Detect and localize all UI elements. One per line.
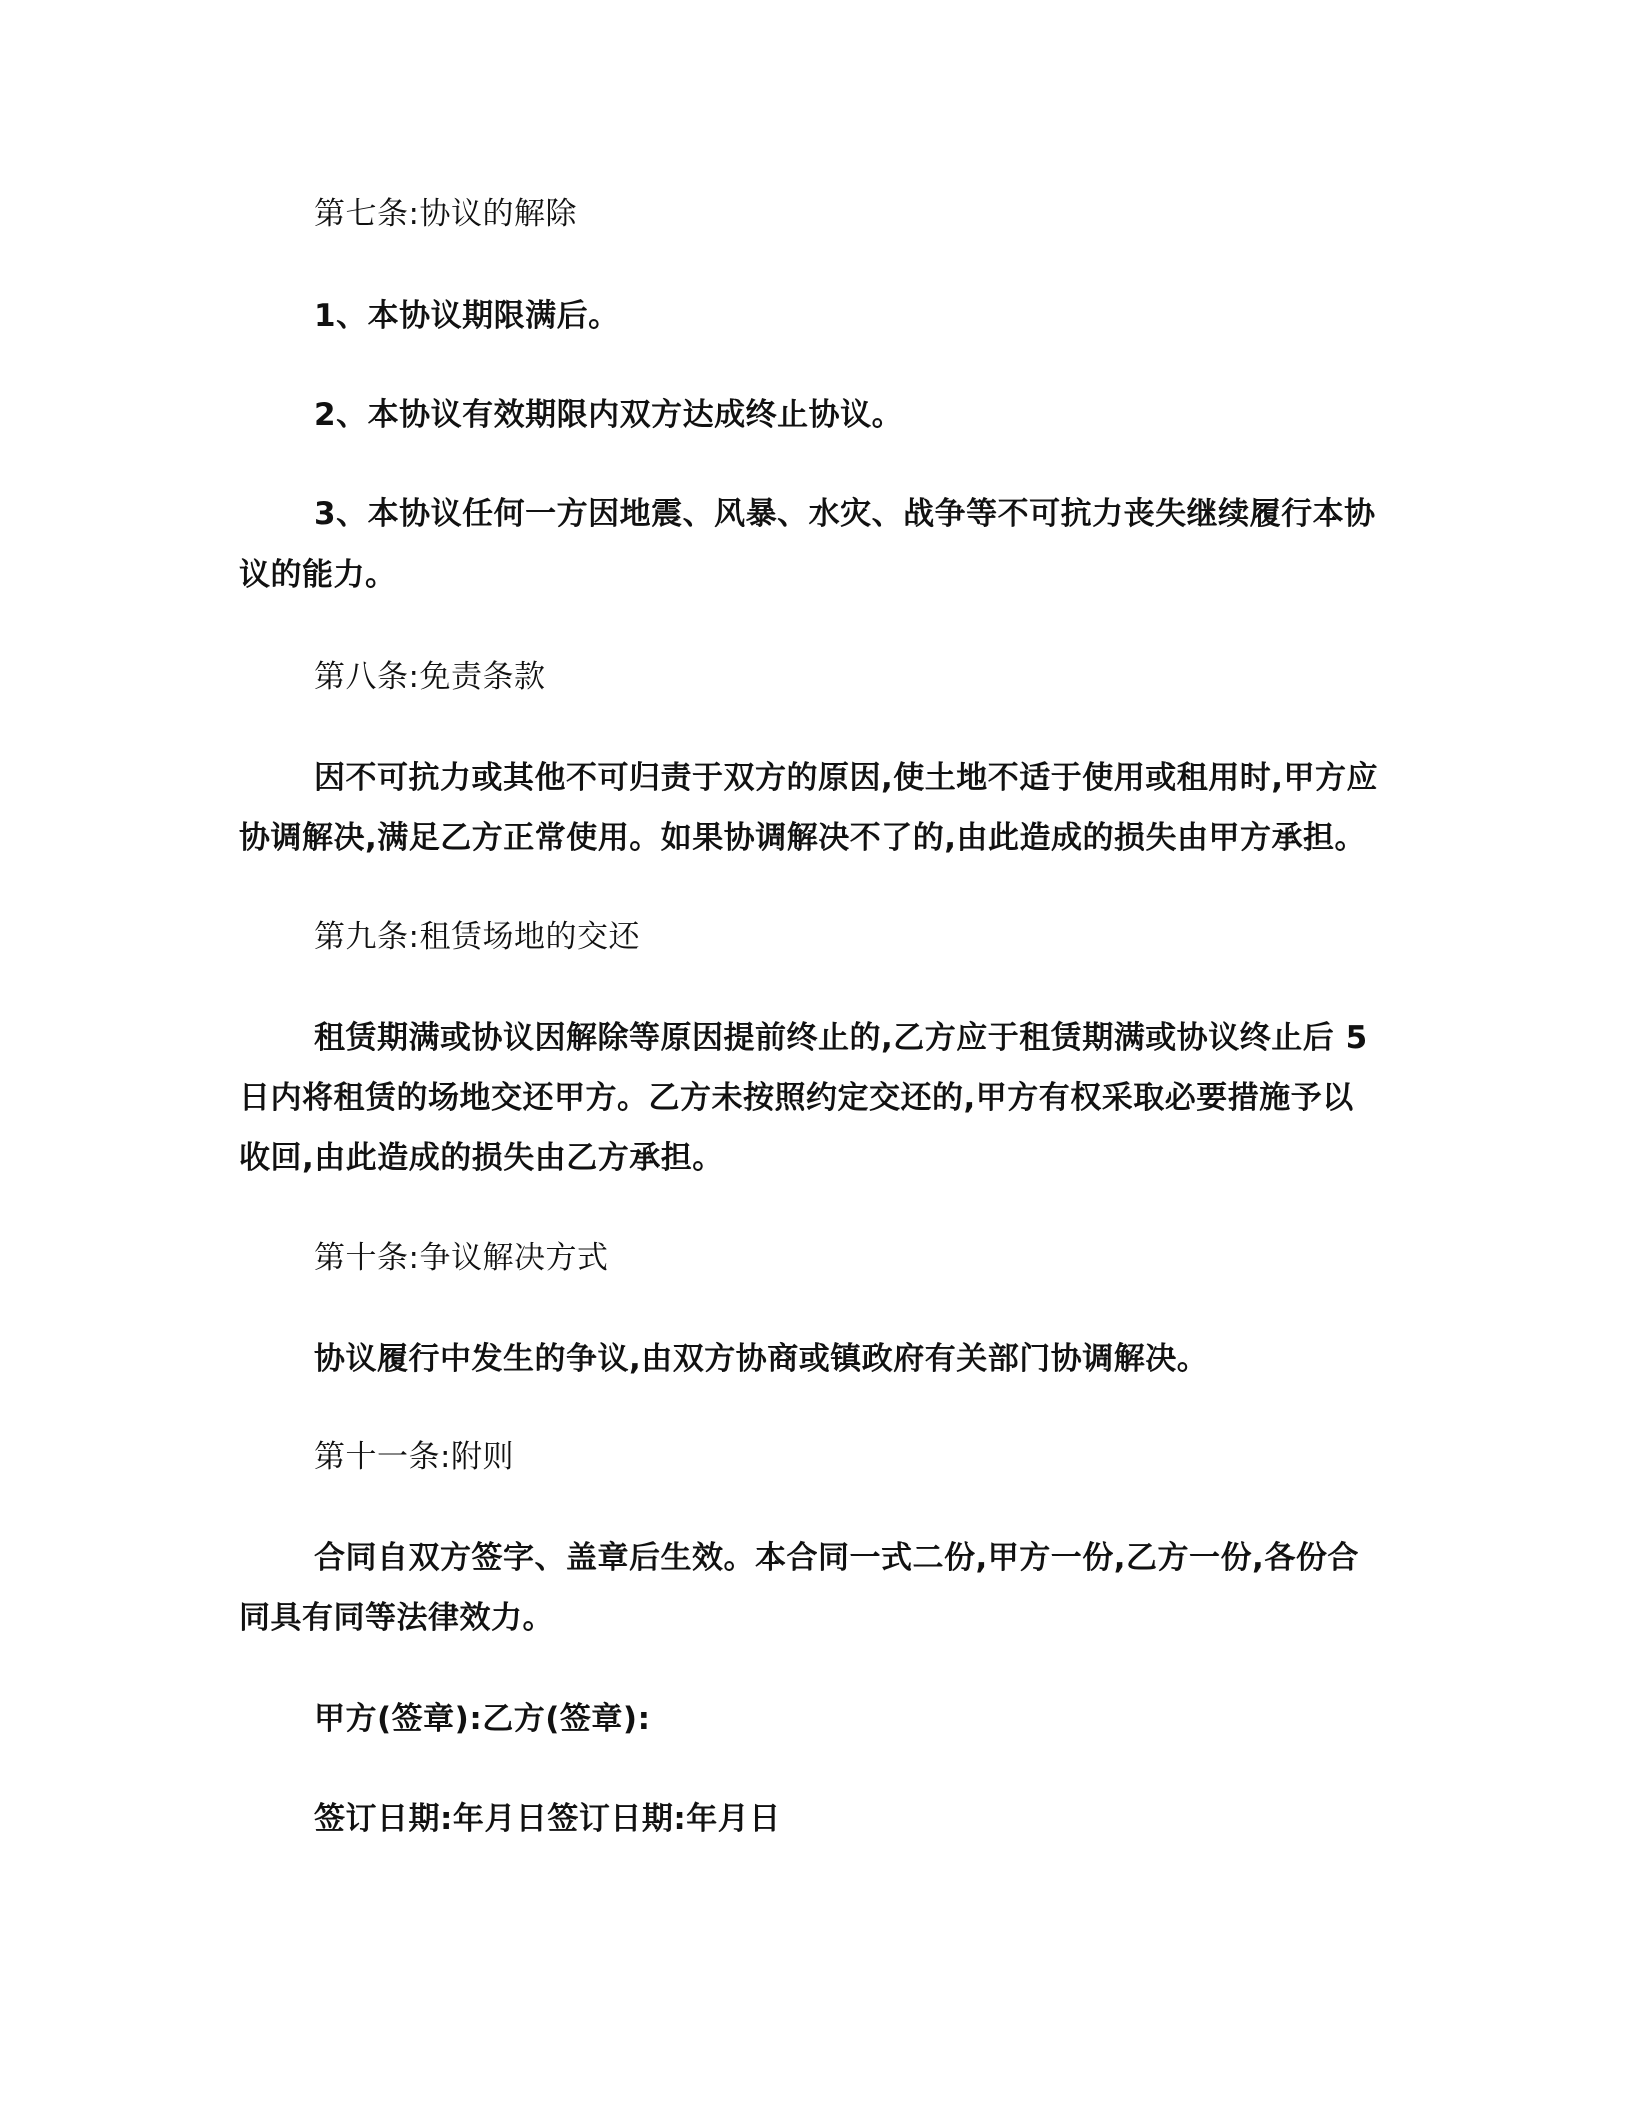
article-11-line-2: 同具有同等法律效力。	[239, 1600, 554, 1636]
article-11-line-1: 合同自双方签字、盖章后生效。本合同一式二份,甲方一份,乙方一份,各份合	[314, 1540, 1359, 1576]
article-9-heading: 第九条:租赁场地的交还	[314, 919, 640, 955]
article-7-heading: 第七条:协议的解除	[314, 196, 577, 232]
article-8-line-1: 因不可抗力或其他不可归责于双方的原因,使土地不适于使用或租用时,甲方应	[314, 760, 1379, 796]
article-7-item-3-line-1: 3、本协议任何一方因地震、风暴、水灾、战争等不可抗力丧失继续履行本协	[314, 496, 1376, 532]
article-8-line-2: 协调解决,满足乙方正常使用。如果协调解决不了的,由此造成的损失由甲方承担。	[239, 820, 1367, 856]
article-11-heading: 第十一条:附则	[314, 1439, 514, 1475]
signature-parties: 甲方(签章):乙方(签章):	[314, 1701, 651, 1737]
article-7-item-1: 1、本协议期限满后。	[314, 298, 620, 334]
article-7-item-3-line-2: 议的能力。	[239, 557, 397, 593]
signature-dates: 签订日期:年月日签订日期:年月日	[314, 1801, 781, 1837]
article-10-heading: 第十条:争议解决方式	[314, 1240, 609, 1276]
article-9-line-1: 租赁期满或协议因解除等原因提前终止的,乙方应于租赁期满或协议终止后 5	[314, 1020, 1368, 1056]
article-10-line-1: 协议履行中发生的争议,由双方协商或镇政府有关部门协调解决。	[314, 1341, 1209, 1377]
article-9-line-3: 收回,由此造成的损失由乙方承担。	[239, 1140, 724, 1176]
article-8-heading: 第八条:免责条款	[314, 659, 546, 695]
article-9-line-2: 日内将租赁的场地交还甲方。乙方未按照约定交还的,甲方有权采取必要措施予以	[239, 1080, 1354, 1116]
article-7-item-2: 2、本协议有效期限内双方达成终止协议。	[314, 397, 904, 433]
